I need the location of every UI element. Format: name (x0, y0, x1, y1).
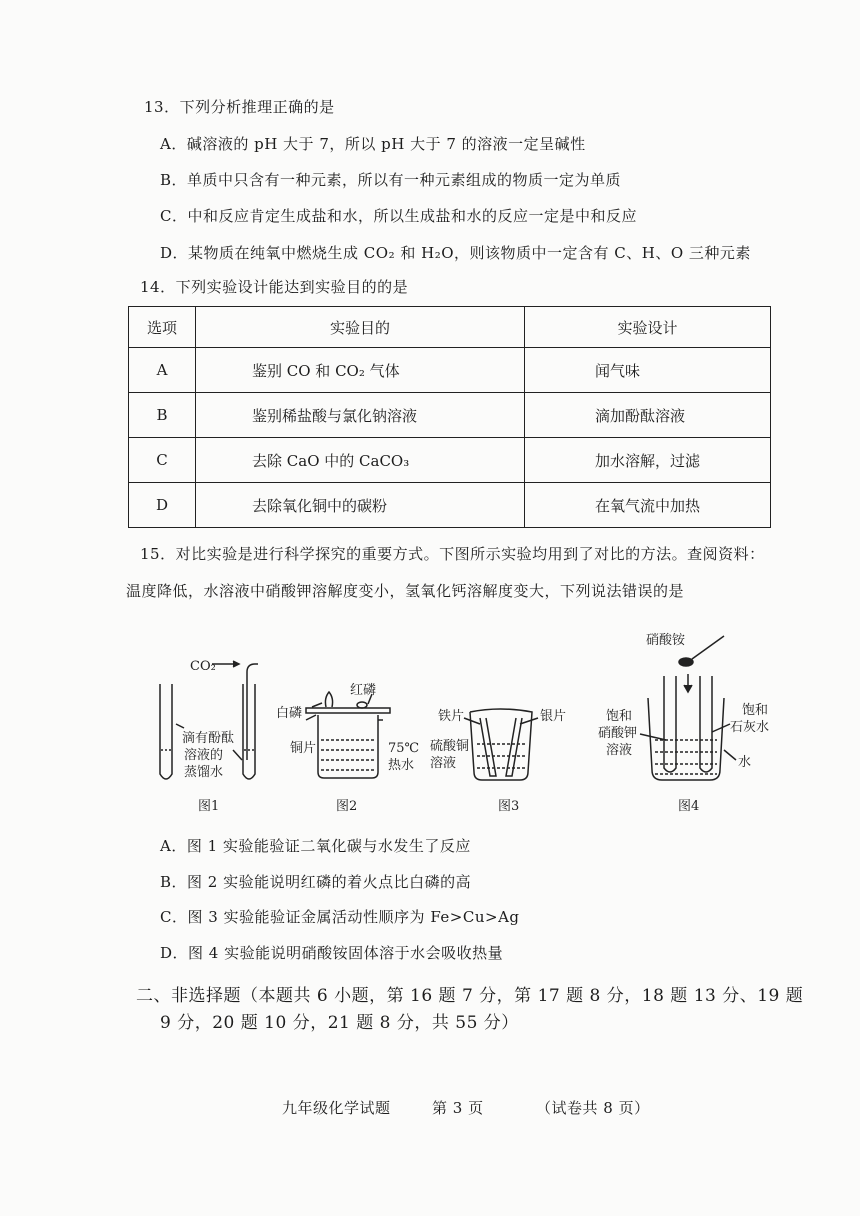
q13-option-b: B．单质中只含有一种元素，所以有一种元素组成的物质一定为单质 (160, 171, 622, 189)
fig4-left-line2: 硝酸钾 (598, 726, 638, 741)
fig4-caption: 图4 (678, 799, 700, 814)
q15-option-a: A．图 1 实验能验证二氧化碳与水发生了反应 (160, 837, 471, 855)
q15-stem-line1: 15．对比实验是进行科学探究的重要方式。下图所示实验均用到了对比的方法。查阅资料： (140, 545, 765, 563)
table-cell: 加水溶解，过滤 (595, 451, 701, 470)
table-cell: A (129, 348, 196, 393)
table-cell: 鉴别 CO 和 CO₂ 气体 (252, 361, 400, 380)
table-row (129, 348, 771, 393)
table-cell: C (129, 438, 196, 483)
table-cell: 去除 CaO 中的 CaCO₃ (252, 451, 410, 470)
fig3-solution-line1: 硫酸铜 (430, 739, 470, 754)
table-cell: 滴加酚酞溶液 (595, 406, 686, 425)
fig3-iron-plate: 铁片 (438, 709, 465, 724)
table-row (129, 438, 771, 483)
fig1-label-line3: 蒸馏水 (184, 765, 224, 780)
section-2-line2: 9 分，20 题 10 分，21 题 8 分，共 55 分） (160, 1013, 519, 1033)
table-header-cell: 实验目的 (196, 307, 525, 348)
q14-stem: 14．下列实验设计能达到实验目的的是 (140, 278, 409, 296)
fig1-caption: 图1 (198, 799, 220, 814)
fig4-right-line1: 饱和 (742, 703, 769, 718)
q15-option-b: B．图 2 实验能说明红磷的着火点比白磷的高 (160, 873, 472, 891)
table-row (129, 393, 771, 438)
q15-stem-line2: 温度降低，水溶液中硝酸钾溶解度变小，氢氧化钙溶解度变大，下列说法错误的是 (126, 582, 685, 600)
footer-page-number: 第 3 页 (432, 1099, 484, 1117)
footer-subject: 九年级化学试题 (282, 1099, 391, 1117)
fig2-temperature: 75℃ (388, 741, 420, 756)
table-header-cell: 实验设计 (525, 307, 771, 348)
fig2-hot-water: 热水 (388, 758, 415, 773)
table-cell: 鉴别稀盐酸与氯化钠溶液 (252, 406, 418, 425)
fig3-silver-plate: 银片 (540, 709, 567, 724)
q13-stem: 13．下列分析推理正确的是 (144, 98, 335, 116)
fig4-water: 水 (738, 755, 752, 770)
fig2-copper-plate: 铜片 (290, 741, 317, 756)
table-cell: 闻气味 (595, 361, 641, 380)
q15-option-c: C．图 3 实验能验证金属活动性顺序为 Fe>Cu>Ag (160, 908, 520, 926)
q13-option-c: C．中和反应肯定生成盐和水，所以生成盐和水的反应一定是中和反应 (160, 207, 637, 225)
q15-figures (0, 620, 860, 820)
fig2-caption: 图2 (336, 799, 358, 814)
table-cell: D (129, 483, 196, 528)
fig4-left-line1: 饱和 (606, 709, 633, 724)
figure-2-beaker (306, 692, 390, 778)
fig4-right-line2: 石灰水 (730, 720, 770, 735)
fig4-reagent: 硝酸铵 (646, 633, 686, 648)
fig1-label-line1: 滴有酚酞 (182, 731, 235, 746)
figure-4-beaker (640, 636, 736, 780)
q13-option-d: D．某物质在纯氧中燃烧生成 CO₂ 和 H₂O，则该物质中一定含有 C、H、O 三种元素 (160, 244, 751, 262)
table-cell: 在氧气流中加热 (595, 496, 701, 515)
fig2-red-phosphorus: 红磷 (350, 683, 377, 698)
table-cell: 去除氧化铜中的碳粉 (252, 496, 388, 515)
table-cell: B (129, 393, 196, 438)
fig2-white-phosphorus: 白磷 (276, 706, 303, 721)
footer-total-pages: （试卷共 8 页） (536, 1099, 650, 1117)
fig1-gas-label: CO₂ (190, 659, 216, 674)
fig4-left-line3: 溶液 (606, 743, 633, 758)
fig3-caption: 图3 (498, 799, 520, 814)
figure-3-beaker (464, 709, 538, 780)
table-header-cell: 选项 (129, 307, 196, 348)
section-2-line1: 二、非选择题（本题共 6 小题，第 16 题 7 分，第 17 题 8 分，18 题 13 分、19 题 (136, 986, 804, 1006)
table-row (129, 483, 771, 528)
q15-option-d: D．图 4 实验能说明硝酸铵固体溶于水会吸收热量 (160, 944, 504, 962)
fig3-solution-line2: 溶液 (430, 756, 457, 771)
table-header-row (129, 307, 771, 348)
fig1-label-line2: 溶液的 (184, 748, 224, 763)
q13-option-a: A．碱溶液的 pH 大于 7，所以 pH 大于 7 的溶液一定呈碱性 (160, 135, 586, 153)
q14-table (128, 306, 771, 528)
